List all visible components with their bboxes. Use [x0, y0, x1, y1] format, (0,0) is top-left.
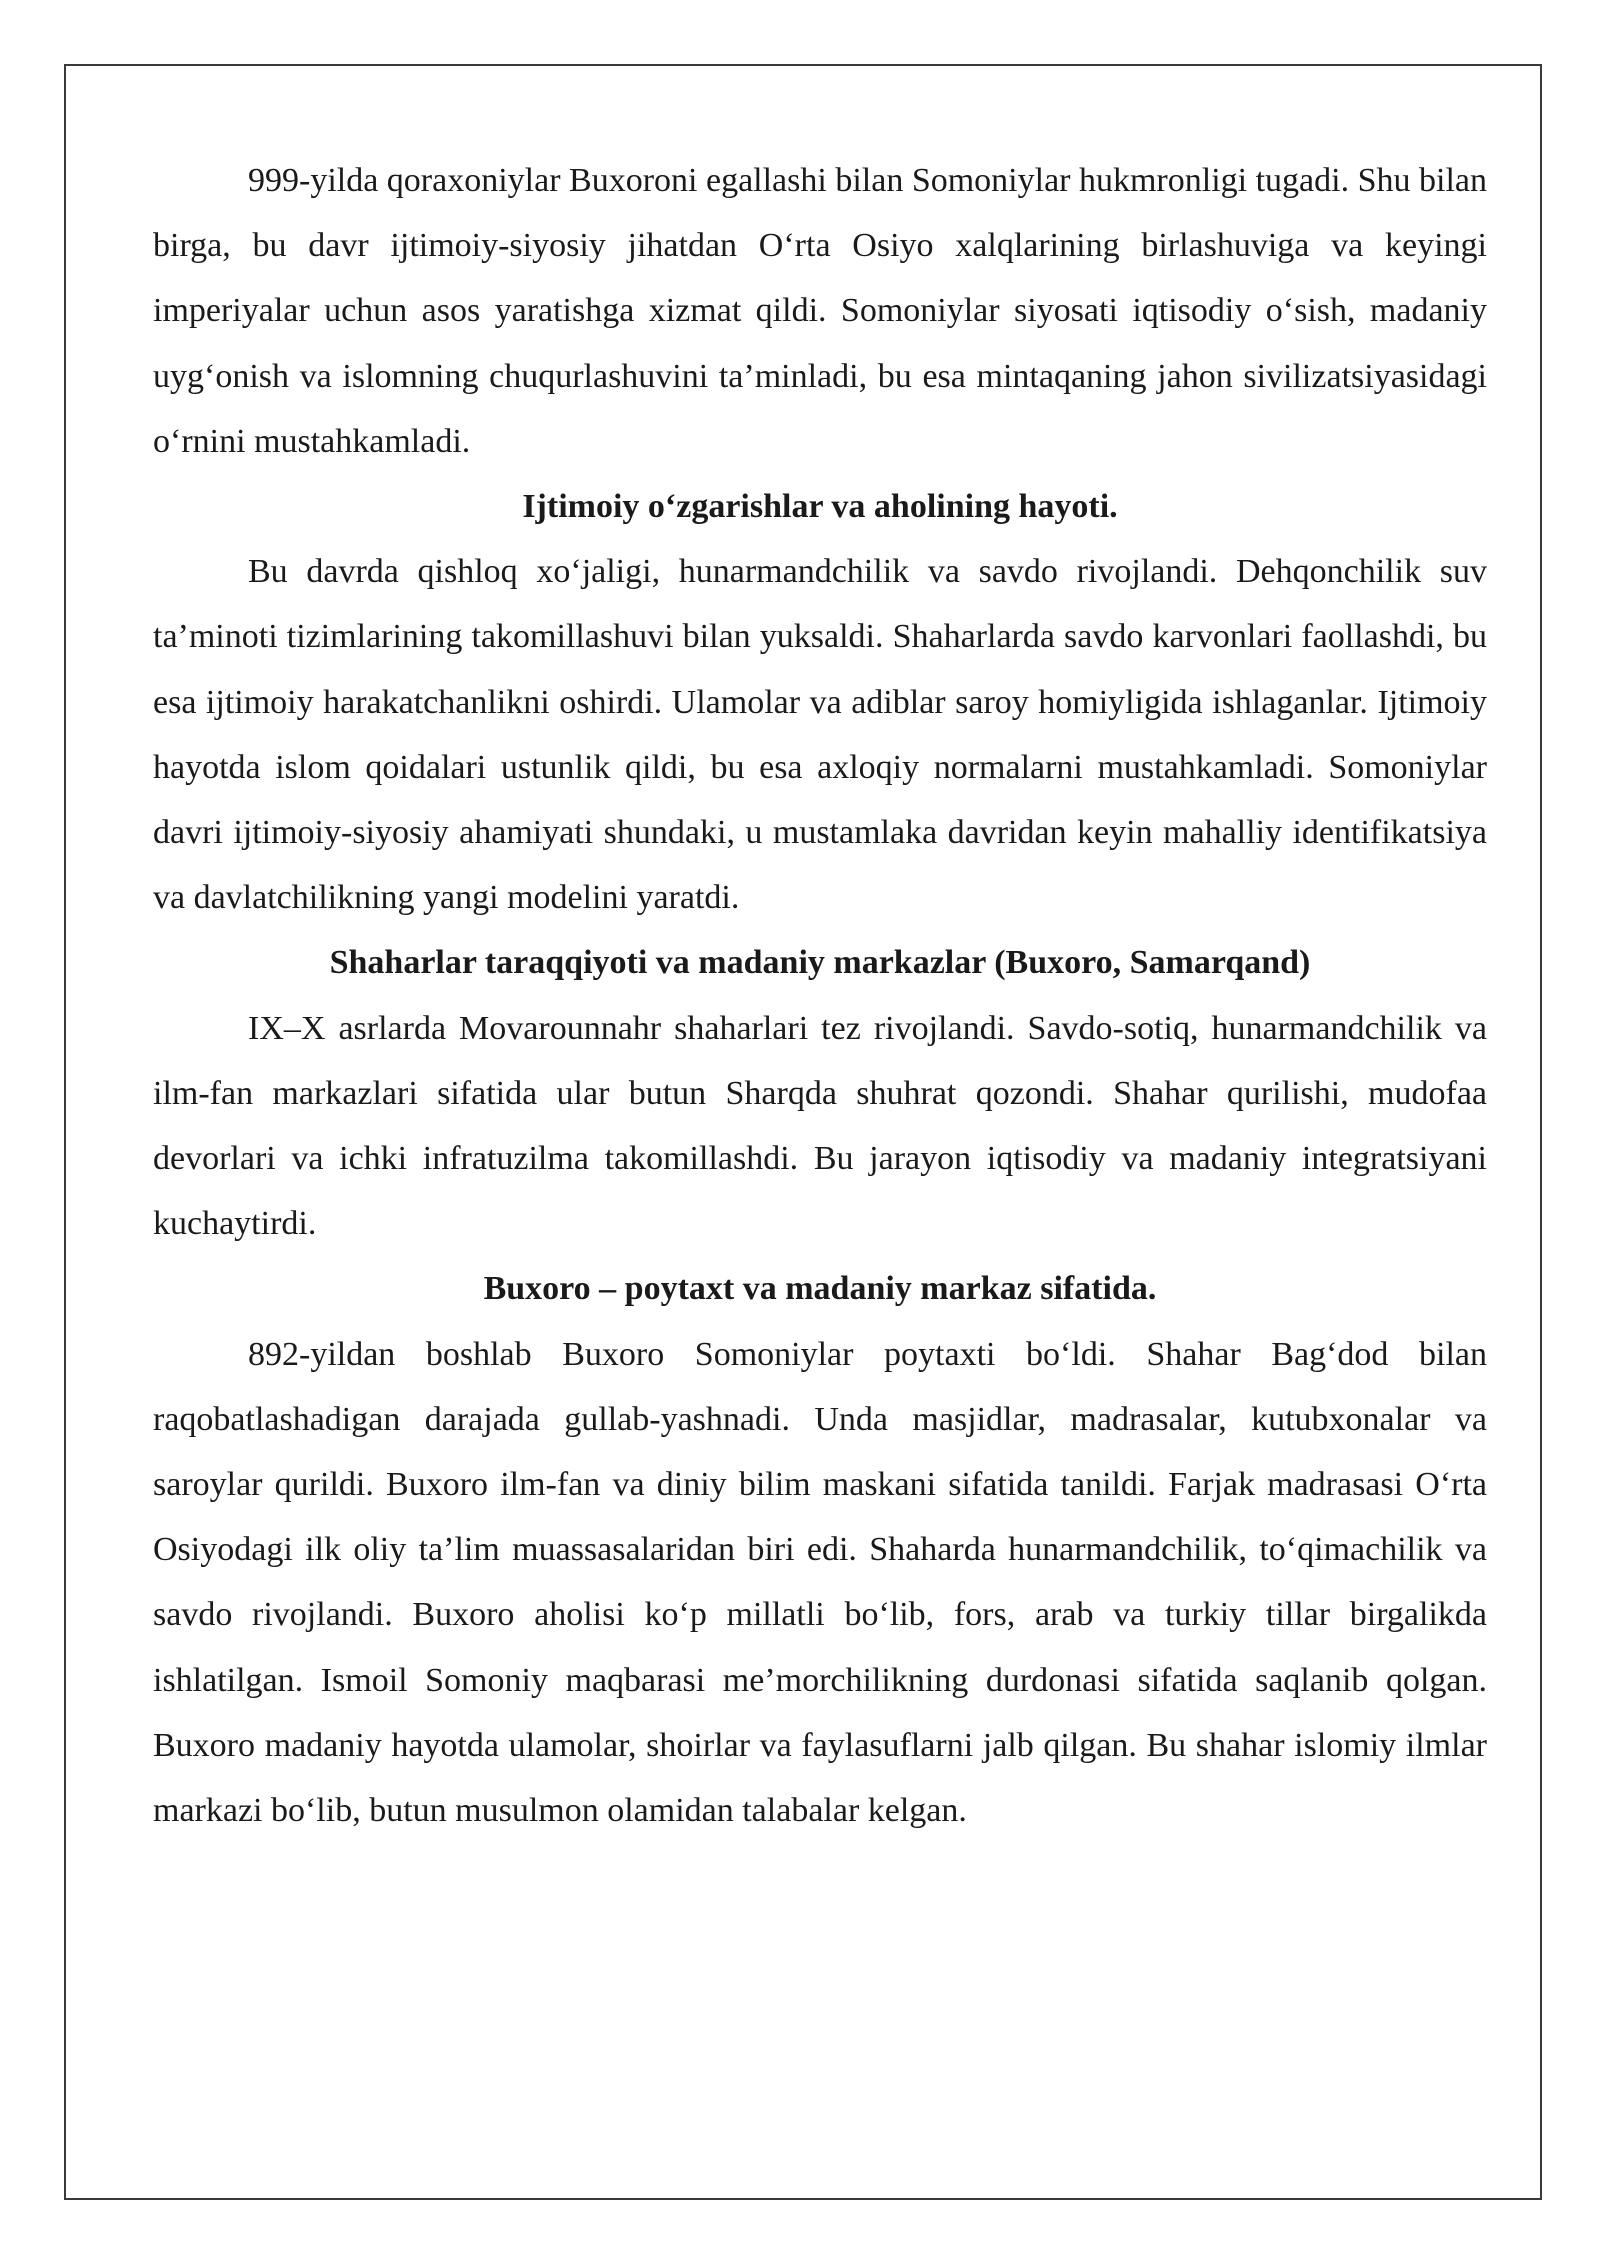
heading-social-changes: Ijtimoiy o‘zgarishlar va aholining hayoti.: [522, 488, 1118, 526]
heading-bukhara-capital: Buxoro – poytaxt va madaniy markaz sifatida.: [483, 1270, 1157, 1308]
paragraph-somoniylar-end: 999-yilda qoraxoniylar Buxoroni egallashi bilan Somoniylar hukmronligi tugadi. Shu bilan birga, bu davr ijtimoiy-siyosiy jihatdan O‘rta Osiyo xalqlarining birlashuviga va keyingi imperiyalar uchun asos yaratishga xizmat qildi. Somoniylar siyosati iqtisodiy o‘sish, madaniy uyg‘onish va islomning chuqurlashuvini ta’minladi, bu esa mintaqaning jahon sivilizatsiyasidagi o‘rnini mustahkamladi.: [153, 162, 1487, 460]
heading-cities-development: Shaharlar taraqqiyoti va madaniy markazlar (Buxoro, Samarqand): [329, 944, 1311, 982]
paragraph-cities: IX–X asrlarda Movarounnahr shaharlari tez rivojlandi. Savdo-sotiq, hunarmandchilik va ilm-fan markazlari sifatida ular butun Sharqda shuhrat qozondi. Shahar qurilishi, mudofaa devorlari va ichki infratuzilma takomillashdi. Bu jarayon iqtisodiy va madaniy integratsiyani kuchaytirdi.: [153, 1009, 1487, 1243]
paragraph-bukhara: 892-yildan boshlab Buxoro Somoniylar poytaxti bo‘ldi. Shahar Bag‘dod bilan raqobatlashadigan darajada gullab-yashnadi. Unda masjidlar, madrasalar, kutubxonalar va saroylar qurildi. Buxoro ilm-fan va diniy bilim maskani sifatida tanildi. Farjak madrasasi O‘rta Osiyodagi ilk oliy ta’lim muassasalaridan biri edi. Shaharda hunarmandchilik, to‘qimachilik va savdo rivojlandi. Buxoro aholisi ko‘p millatli bo‘lib, fors, arab va turkiy tillar birgalikda ishlatilgan. Ismoil Somoniy maqbarasi me’morchilikning durdonasi sifatida saqlanib qolgan. Buxoro madaniy hayotda ulamolar, shoirlar va faylasuflarni jalb qilgan. Bu shahar islomiy ilmlar markazi bo‘lib, butun musulmon olamidan talabalar kelgan.: [153, 1335, 1487, 1830]
document-body: [153, 148, 1487, 1843]
paragraph-social-life: Bu davrda qishloq xo‘jaligi, hunarmandchilik va savdo rivojlandi. Dehqonchilik suv ta’minoti tizimlarining takomillashuvi bilan yuksaldi. Shaharlarda savdo karvonlari faollashdi, bu esa ijtimoiy harakatchanlikni oshirdi. Ulamolar va adiblar saroy homiyligida ishlaganlar. Ijtimoiy hayotda islom qoidalari ustunlik qildi, bu esa axloqiy normalarni mustahkamladi. Somoniylar davri ijtimoiy-siyosiy ahamiyati shundaki, u mustamlaka davridan keyin mahalliy identifikatsiya va davlatchilikning yangi modelini yaratdi.: [153, 553, 1487, 917]
